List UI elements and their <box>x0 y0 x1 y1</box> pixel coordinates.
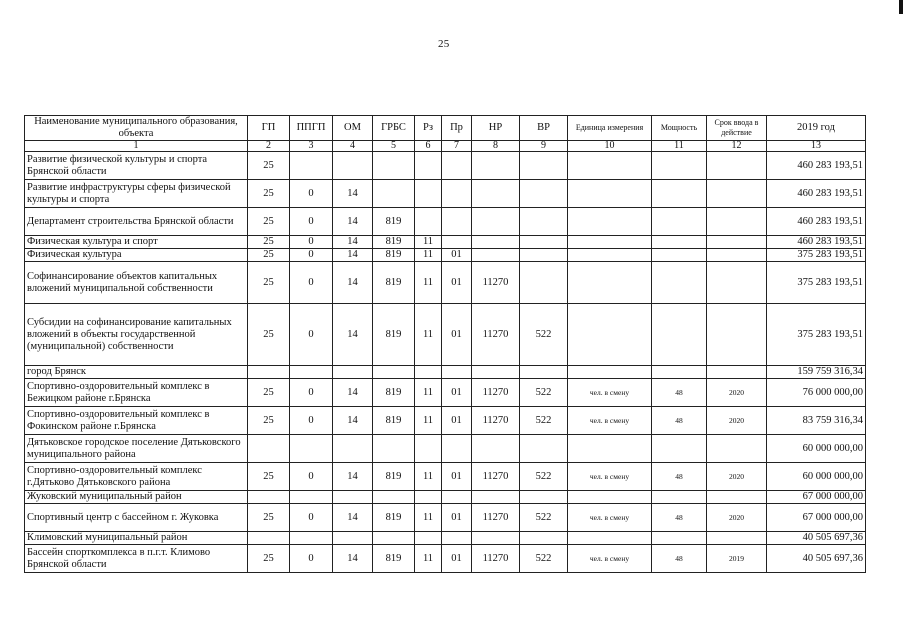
cell-name: Спортивно-оздоровительный комплекс в Фокинском районе г.Брянска <box>25 407 248 435</box>
cell-amount: 76 000 000,00 <box>767 379 866 407</box>
cell-gp: 25 <box>248 545 290 573</box>
cell-vr <box>520 366 568 379</box>
column-number: 7 <box>442 141 472 152</box>
cell-om: 14 <box>333 208 373 236</box>
cell-nr <box>472 366 520 379</box>
cell-grbs <box>373 532 415 545</box>
cell-term: 2020 <box>707 463 767 491</box>
cell-unit <box>568 180 652 208</box>
cell-amount: 40 505 697,36 <box>767 532 866 545</box>
cell-grbs <box>373 435 415 463</box>
cell-pr <box>442 366 472 379</box>
cell-nr: 11270 <box>472 504 520 532</box>
cell-amount: 60 000 000,00 <box>767 435 866 463</box>
cell-grbs <box>373 366 415 379</box>
cell-vr <box>520 152 568 180</box>
cell-grbs <box>373 152 415 180</box>
table-row <box>25 504 866 532</box>
cell-name: Физическая культура <box>25 249 248 262</box>
cell-ppgp: 0 <box>290 463 333 491</box>
cell-nr: 11270 <box>472 545 520 573</box>
cell-term <box>707 180 767 208</box>
cell-om <box>333 532 373 545</box>
header-gp: ГП <box>248 116 290 141</box>
cell-term <box>707 304 767 366</box>
cell-gp: 25 <box>248 463 290 491</box>
page-number: 25 <box>438 38 450 50</box>
cell-term <box>707 435 767 463</box>
cell-vr <box>520 532 568 545</box>
cell-gp: 25 <box>248 407 290 435</box>
cell-grbs: 819 <box>373 262 415 304</box>
cell-unit <box>568 532 652 545</box>
cell-rz: 11 <box>415 504 442 532</box>
table-row <box>25 379 866 407</box>
cell-ppgp <box>290 532 333 545</box>
cell-grbs: 819 <box>373 379 415 407</box>
cell-unit <box>568 435 652 463</box>
cell-power <box>652 180 707 208</box>
cell-pr: 01 <box>442 407 472 435</box>
cell-vr: 522 <box>520 504 568 532</box>
header-year: 2019 год <box>767 116 866 141</box>
cell-power <box>652 152 707 180</box>
cell-om: 14 <box>333 463 373 491</box>
header-row <box>25 116 866 141</box>
cell-grbs: 819 <box>373 545 415 573</box>
column-number: 2 <box>248 141 290 152</box>
cell-unit <box>568 236 652 249</box>
cell-vr <box>520 236 568 249</box>
cell-unit <box>568 262 652 304</box>
cell-nr <box>472 532 520 545</box>
cell-om: 14 <box>333 180 373 208</box>
cell-nr <box>472 249 520 262</box>
cell-ppgp <box>290 435 333 463</box>
cell-name: Департамент строительства Брянской области <box>25 208 248 236</box>
cell-vr <box>520 262 568 304</box>
table-row <box>25 180 866 208</box>
cell-unit: чел. в смену <box>568 504 652 532</box>
cell-vr <box>520 435 568 463</box>
column-number: 1 <box>25 141 248 152</box>
cell-name: Спортивно-оздоровительный комплекс г.Дятьково Дятьковского района <box>25 463 248 491</box>
cell-grbs: 819 <box>373 463 415 491</box>
cell-pr <box>442 152 472 180</box>
cell-term: 2020 <box>707 504 767 532</box>
cell-vr: 522 <box>520 545 568 573</box>
cell-pr <box>442 208 472 236</box>
cell-vr <box>520 180 568 208</box>
cell-unit <box>568 208 652 236</box>
cell-amount: 460 283 193,51 <box>767 152 866 180</box>
table-row <box>25 491 866 504</box>
cell-pr <box>442 180 472 208</box>
cell-amount: 460 283 193,51 <box>767 180 866 208</box>
cell-rz <box>415 532 442 545</box>
cell-ppgp: 0 <box>290 236 333 249</box>
cell-unit: чел. в смену <box>568 545 652 573</box>
header-unit: Единица измерения <box>568 116 652 141</box>
cell-term <box>707 262 767 304</box>
cell-ppgp: 0 <box>290 504 333 532</box>
cell-power: 48 <box>652 407 707 435</box>
cell-power: 48 <box>652 545 707 573</box>
cell-unit <box>568 491 652 504</box>
cell-grbs: 819 <box>373 236 415 249</box>
cell-nr: 11270 <box>472 262 520 304</box>
cell-amount: 375 283 193,51 <box>767 249 866 262</box>
cell-nr: 11270 <box>472 304 520 366</box>
cell-amount: 460 283 193,51 <box>767 236 866 249</box>
cell-amount: 67 000 000,00 <box>767 504 866 532</box>
cell-om: 14 <box>333 249 373 262</box>
cell-pr <box>442 236 472 249</box>
cell-power <box>652 208 707 236</box>
cell-amount: 67 000 000,00 <box>767 491 866 504</box>
cell-vr <box>520 208 568 236</box>
cell-term <box>707 249 767 262</box>
cell-power <box>652 366 707 379</box>
budget-table <box>24 115 866 573</box>
header-name: Наименование муниципального образования, объекта <box>25 116 248 141</box>
cell-rz <box>415 152 442 180</box>
column-number: 5 <box>373 141 415 152</box>
cell-vr: 522 <box>520 407 568 435</box>
cell-ppgp: 0 <box>290 262 333 304</box>
cell-name: Развитие физической культуры и спорта Брянской области <box>25 152 248 180</box>
cell-vr <box>520 249 568 262</box>
header-grbs: ГРБС <box>373 116 415 141</box>
cell-rz: 11 <box>415 545 442 573</box>
cell-amount: 40 505 697,36 <box>767 545 866 573</box>
cell-ppgp: 0 <box>290 545 333 573</box>
cell-grbs: 819 <box>373 304 415 366</box>
cell-rz <box>415 180 442 208</box>
cell-ppgp <box>290 491 333 504</box>
table-body <box>25 152 866 573</box>
cell-amount: 375 283 193,51 <box>767 304 866 366</box>
cell-amount: 375 283 193,51 <box>767 262 866 304</box>
cell-power <box>652 532 707 545</box>
cell-vr <box>520 491 568 504</box>
cell-ppgp: 0 <box>290 304 333 366</box>
cell-nr <box>472 152 520 180</box>
cell-rz: 11 <box>415 304 442 366</box>
table-row <box>25 435 866 463</box>
scan-edge-mark <box>899 0 903 14</box>
cell-gp <box>248 435 290 463</box>
cell-pr: 01 <box>442 249 472 262</box>
cell-rz: 11 <box>415 379 442 407</box>
cell-name: Бассейн спорткомплекса в п.г.т. Климово Брянской области <box>25 545 248 573</box>
column-number: 4 <box>333 141 373 152</box>
cell-om: 14 <box>333 236 373 249</box>
cell-om <box>333 152 373 180</box>
cell-gp: 25 <box>248 236 290 249</box>
cell-rz <box>415 491 442 504</box>
cell-om: 14 <box>333 504 373 532</box>
header-power: Мощность <box>652 116 707 141</box>
cell-gp: 25 <box>248 208 290 236</box>
cell-nr <box>472 208 520 236</box>
cell-gp: 25 <box>248 304 290 366</box>
cell-amount: 159 759 316,34 <box>767 366 866 379</box>
cell-rz: 11 <box>415 236 442 249</box>
header-ppgp: ППГП <box>290 116 333 141</box>
cell-gp: 25 <box>248 249 290 262</box>
column-number: 13 <box>767 141 866 152</box>
cell-power <box>652 435 707 463</box>
header-nr: НР <box>472 116 520 141</box>
cell-unit <box>568 304 652 366</box>
cell-power: 48 <box>652 504 707 532</box>
header-om: ОМ <box>333 116 373 141</box>
cell-rz: 11 <box>415 407 442 435</box>
cell-unit: чел. в смену <box>568 463 652 491</box>
cell-power: 48 <box>652 463 707 491</box>
cell-term: 2019 <box>707 545 767 573</box>
cell-term: 2020 <box>707 407 767 435</box>
cell-unit <box>568 249 652 262</box>
cell-ppgp: 0 <box>290 407 333 435</box>
cell-pr: 01 <box>442 545 472 573</box>
cell-rz: 11 <box>415 249 442 262</box>
cell-name: город Брянск <box>25 366 248 379</box>
cell-name: Спортивно-оздоровительный комплекс в Бежицком районе г.Брянска <box>25 379 248 407</box>
cell-name: Развитие инфраструктуры сферы физической культуры и спорта <box>25 180 248 208</box>
cell-nr: 11270 <box>472 379 520 407</box>
header-term: Срок ввода в действие <box>707 116 767 141</box>
table-row <box>25 262 866 304</box>
column-number-row <box>25 141 866 152</box>
column-number: 9 <box>520 141 568 152</box>
cell-gp <box>248 532 290 545</box>
cell-gp: 25 <box>248 180 290 208</box>
cell-grbs <box>373 180 415 208</box>
cell-rz <box>415 208 442 236</box>
cell-pr: 01 <box>442 262 472 304</box>
cell-gp <box>248 491 290 504</box>
cell-power <box>652 491 707 504</box>
table-row <box>25 407 866 435</box>
cell-pr: 01 <box>442 379 472 407</box>
cell-vr: 522 <box>520 304 568 366</box>
column-number: 6 <box>415 141 442 152</box>
table-row <box>25 236 866 249</box>
cell-grbs <box>373 491 415 504</box>
cell-name: Спортивный центр с бассейном г. Жуковка <box>25 504 248 532</box>
cell-amount: 83 759 316,34 <box>767 407 866 435</box>
cell-nr: 11270 <box>472 463 520 491</box>
column-number: 11 <box>652 141 707 152</box>
cell-name: Климовский муниципальный район <box>25 532 248 545</box>
cell-nr <box>472 491 520 504</box>
cell-nr: 11270 <box>472 407 520 435</box>
cell-pr: 01 <box>442 304 472 366</box>
cell-rz: 11 <box>415 463 442 491</box>
cell-ppgp: 0 <box>290 379 333 407</box>
cell-vr: 522 <box>520 379 568 407</box>
table-row <box>25 208 866 236</box>
cell-name: Жуковский муниципальный район <box>25 491 248 504</box>
header-pr: Пр <box>442 116 472 141</box>
cell-rz <box>415 366 442 379</box>
cell-om <box>333 366 373 379</box>
cell-vr: 522 <box>520 463 568 491</box>
cell-rz: 11 <box>415 262 442 304</box>
cell-nr <box>472 435 520 463</box>
table-row <box>25 366 866 379</box>
cell-name: Софинансирование объектов капитальных вложений муниципальной собственности <box>25 262 248 304</box>
cell-term <box>707 152 767 180</box>
cell-ppgp <box>290 152 333 180</box>
cell-amount: 460 283 193,51 <box>767 208 866 236</box>
cell-term <box>707 491 767 504</box>
cell-om <box>333 491 373 504</box>
cell-nr <box>472 236 520 249</box>
cell-unit: чел. в смену <box>568 379 652 407</box>
cell-gp: 25 <box>248 152 290 180</box>
column-number: 10 <box>568 141 652 152</box>
cell-grbs: 819 <box>373 504 415 532</box>
cell-pr <box>442 532 472 545</box>
cell-grbs: 819 <box>373 208 415 236</box>
cell-gp: 25 <box>248 379 290 407</box>
cell-term <box>707 208 767 236</box>
cell-om: 14 <box>333 545 373 573</box>
cell-name: Субсидии на софинансирование капитальных вложений в объекты государственной (муниципальной) собственности <box>25 304 248 366</box>
cell-rz <box>415 435 442 463</box>
cell-name: Физическая культура и спорт <box>25 236 248 249</box>
cell-om: 14 <box>333 304 373 366</box>
header-vr: ВР <box>520 116 568 141</box>
cell-ppgp: 0 <box>290 208 333 236</box>
cell-om <box>333 435 373 463</box>
table-row <box>25 249 866 262</box>
cell-power <box>652 236 707 249</box>
cell-ppgp <box>290 366 333 379</box>
cell-pr: 01 <box>442 504 472 532</box>
cell-term <box>707 532 767 545</box>
cell-unit <box>568 152 652 180</box>
cell-term <box>707 236 767 249</box>
cell-power <box>652 262 707 304</box>
cell-term <box>707 366 767 379</box>
cell-gp: 25 <box>248 504 290 532</box>
cell-nr <box>472 180 520 208</box>
column-number: 12 <box>707 141 767 152</box>
table-row <box>25 545 866 573</box>
cell-unit <box>568 366 652 379</box>
cell-pr <box>442 491 472 504</box>
column-number: 8 <box>472 141 520 152</box>
cell-grbs: 819 <box>373 407 415 435</box>
cell-om: 14 <box>333 262 373 304</box>
cell-ppgp: 0 <box>290 249 333 262</box>
table-row <box>25 152 866 180</box>
cell-power: 48 <box>652 379 707 407</box>
table-row <box>25 463 866 491</box>
cell-grbs: 819 <box>373 249 415 262</box>
cell-name: Дятьковское городское поселение Дятьковского муниципального района <box>25 435 248 463</box>
column-number: 3 <box>290 141 333 152</box>
table-row <box>25 304 866 366</box>
cell-power <box>652 304 707 366</box>
cell-pr: 01 <box>442 463 472 491</box>
cell-power <box>652 249 707 262</box>
table-row <box>25 532 866 545</box>
header-rz: Рз <box>415 116 442 141</box>
cell-om: 14 <box>333 379 373 407</box>
cell-ppgp: 0 <box>290 180 333 208</box>
cell-gp: 25 <box>248 262 290 304</box>
cell-gp <box>248 366 290 379</box>
cell-amount: 60 000 000,00 <box>767 463 866 491</box>
cell-term: 2020 <box>707 379 767 407</box>
cell-pr <box>442 435 472 463</box>
cell-om: 14 <box>333 407 373 435</box>
cell-unit: чел. в смену <box>568 407 652 435</box>
